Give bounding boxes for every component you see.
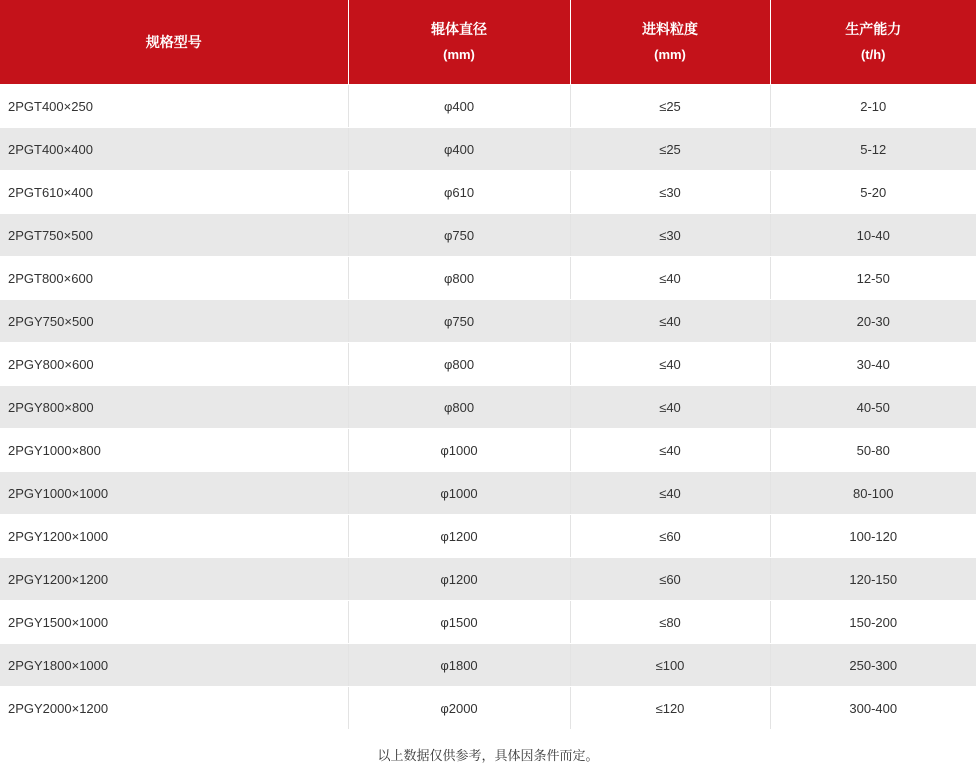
cell-capacity: 10-40 [770, 214, 976, 257]
table-row [0, 429, 976, 472]
table-row [0, 515, 976, 558]
cell-feed-size: ≤80 [570, 601, 770, 644]
table-footer [0, 730, 976, 778]
cell-feed-size: ≤120 [570, 687, 770, 730]
column-header-feed-size [570, 0, 770, 85]
cell-model: 2PGT750×500 [0, 214, 348, 257]
table-header [0, 0, 976, 85]
cell-capacity: 5-20 [770, 171, 976, 214]
cell-feed-size: ≤25 [570, 85, 770, 128]
cell-roller-diameter: φ800 [348, 386, 570, 429]
cell-model: 2PGY2000×1200 [0, 687, 348, 730]
cell-roller-diameter: φ1800 [348, 644, 570, 687]
cell-feed-size: ≤40 [570, 386, 770, 429]
cell-roller-diameter: φ750 [348, 300, 570, 343]
cell-model: 2PGT400×250 [0, 85, 348, 128]
cell-capacity: 300-400 [770, 687, 976, 730]
table-row [0, 386, 976, 429]
cell-capacity: 40-50 [770, 386, 976, 429]
cell-model: 2PGY750×500 [0, 300, 348, 343]
cell-roller-diameter: φ2000 [348, 687, 570, 730]
cell-capacity: 150-200 [770, 601, 976, 644]
cell-roller-diameter: φ800 [348, 343, 570, 386]
cell-feed-size: ≤60 [570, 515, 770, 558]
cell-feed-size: ≤60 [570, 558, 770, 601]
column-header-model [0, 0, 348, 85]
column-header-feed-size-title: 进料粒度 [642, 21, 698, 37]
cell-roller-diameter: φ400 [348, 128, 570, 171]
cell-feed-size: ≤30 [570, 171, 770, 214]
cell-capacity: 250-300 [770, 644, 976, 687]
cell-capacity: 50-80 [770, 429, 976, 472]
column-header-model-title: 规格型号 [146, 34, 202, 50]
cell-feed-size: ≤30 [570, 214, 770, 257]
cell-model: 2PGY1500×1000 [0, 601, 348, 644]
column-header-roller-diameter-unit: (mm) [350, 44, 569, 66]
cell-capacity: 100-120 [770, 515, 976, 558]
table-row [0, 128, 976, 171]
cell-model: 2PGY1000×800 [0, 429, 348, 472]
cell-model: 2PGY1200×1000 [0, 515, 348, 558]
cell-model: 2PGT800×600 [0, 257, 348, 300]
cell-model: 2PGT610×400 [0, 171, 348, 214]
cell-capacity: 30-40 [770, 343, 976, 386]
column-header-capacity [770, 0, 976, 85]
cell-roller-diameter: φ1200 [348, 558, 570, 601]
table-row [0, 257, 976, 300]
column-header-roller-diameter [348, 0, 570, 85]
table-footer-row [0, 730, 976, 778]
cell-feed-size: ≤40 [570, 472, 770, 515]
table-header-row [0, 0, 976, 85]
cell-model: 2PGY800×800 [0, 386, 348, 429]
cell-roller-diameter: φ1000 [348, 472, 570, 515]
cell-roller-diameter: φ1500 [348, 601, 570, 644]
table-row [0, 300, 976, 343]
cell-model: 2PGY800×600 [0, 343, 348, 386]
table-row [0, 171, 976, 214]
cell-capacity: 12-50 [770, 257, 976, 300]
cell-roller-diameter: φ1200 [348, 515, 570, 558]
cell-roller-diameter: φ1000 [348, 429, 570, 472]
cell-roller-diameter: φ400 [348, 85, 570, 128]
table-row [0, 472, 976, 515]
cell-feed-size: ≤25 [570, 128, 770, 171]
cell-capacity: 120-150 [770, 558, 976, 601]
column-header-feed-size-unit: (mm) [572, 44, 769, 66]
column-header-capacity-title: 生产能力 [845, 21, 901, 37]
column-header-roller-diameter-title: 辊体直径 [431, 21, 487, 37]
cell-model: 2PGT400×400 [0, 128, 348, 171]
cell-model: 2PGY1000×1000 [0, 472, 348, 515]
cell-feed-size: ≤40 [570, 343, 770, 386]
cell-feed-size: ≤100 [570, 644, 770, 687]
cell-roller-diameter: φ800 [348, 257, 570, 300]
column-header-capacity-unit: (t/h) [772, 44, 976, 66]
table-row [0, 343, 976, 386]
table-row [0, 644, 976, 687]
cell-capacity: 2-10 [770, 85, 976, 128]
table-row [0, 214, 976, 257]
table-row [0, 558, 976, 601]
table-body [0, 85, 976, 730]
cell-feed-size: ≤40 [570, 257, 770, 300]
cell-roller-diameter: φ750 [348, 214, 570, 257]
table-row [0, 601, 976, 644]
cell-feed-size: ≤40 [570, 300, 770, 343]
table-row [0, 687, 976, 730]
cell-feed-size: ≤40 [570, 429, 770, 472]
cell-model: 2PGY1800×1000 [0, 644, 348, 687]
cell-capacity: 20-30 [770, 300, 976, 343]
cell-capacity: 5-12 [770, 128, 976, 171]
cell-model: 2PGY1200×1200 [0, 558, 348, 601]
table-footnote: 以上数据仅供参考，具体因条件而定。 [0, 730, 976, 778]
cell-roller-diameter: φ610 [348, 171, 570, 214]
table-row [0, 85, 976, 128]
cell-capacity: 80-100 [770, 472, 976, 515]
